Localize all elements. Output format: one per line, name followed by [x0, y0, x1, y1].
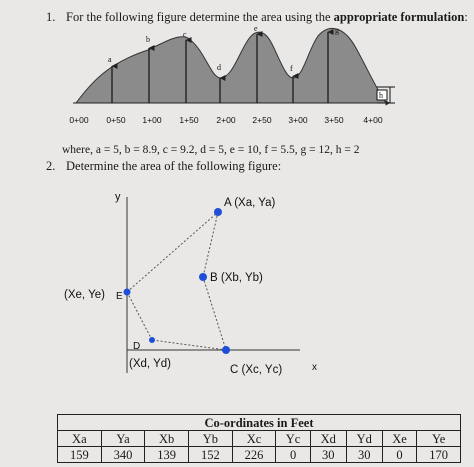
- question-1-end: :: [464, 10, 468, 24]
- edge-a-b: [203, 212, 218, 277]
- point-c-label: C (Xc, Yc): [230, 364, 283, 376]
- question-1-number: 1.: [46, 10, 56, 24]
- table-header: Xc: [232, 431, 276, 447]
- point-d: [149, 337, 155, 343]
- table-cell: 170: [417, 447, 461, 463]
- table-header: Ya: [101, 431, 145, 447]
- station-7: 3+50: [324, 115, 344, 125]
- point-d-label: (Xd, Yd): [129, 358, 171, 370]
- point-b-label: B (Xb, Yb): [210, 272, 263, 284]
- station-8: 4+00: [363, 115, 383, 125]
- table-header: Ye: [417, 431, 461, 447]
- table-row: [58, 447, 461, 463]
- point-e-letter: E: [116, 291, 123, 302]
- point-a-label: A (Xa, Ya): [224, 197, 276, 209]
- table-header: Yd: [346, 431, 382, 447]
- ordinate-label-h: h: [379, 91, 383, 100]
- question-1-bold: appropriate formulation: [333, 10, 465, 24]
- table-header: Yb: [189, 431, 233, 447]
- table-cell: 159: [58, 447, 102, 463]
- profile-area: [76, 28, 386, 103]
- table-cell: 30: [310, 447, 346, 463]
- table-cell: 152: [189, 447, 233, 463]
- edge-b-c: [203, 277, 226, 350]
- question-1-text: For the following figure determine the area using the: [66, 10, 331, 24]
- station-1: 0+50: [106, 115, 126, 125]
- coordinate-plot: [64, 191, 317, 376]
- table-cell: 0: [382, 447, 416, 463]
- table-cell: 0: [276, 447, 310, 463]
- table-cell: 30: [346, 447, 382, 463]
- point-e: [124, 289, 131, 296]
- ordinate-label-d: d: [217, 63, 221, 72]
- table-header: Xe: [382, 431, 416, 447]
- ordinate-label-c: c: [183, 30, 187, 39]
- question-2: [46, 159, 281, 174]
- point-d-letter: D: [133, 341, 141, 352]
- question-2-number: 2.: [46, 159, 56, 173]
- station-5: 2+50: [252, 115, 272, 125]
- ordinate-label-g: g: [335, 26, 339, 35]
- where-values: where, a = 5, b = 8.9, c = 9.2, d = 5, e = 10, f = 5.5, g = 12, h = 2: [62, 144, 360, 156]
- ordinate-label-e: e: [254, 24, 258, 33]
- y-axis-label: y: [115, 191, 121, 203]
- edge-c-d: [152, 340, 226, 350]
- ordinate-label-b: b: [146, 35, 150, 44]
- x-axis-label: x: [312, 362, 317, 373]
- table-cell: 340: [101, 447, 145, 463]
- table-header: Xd: [310, 431, 346, 447]
- point-a: [214, 208, 222, 216]
- station-3: 1+50: [179, 115, 199, 125]
- coordinates-table: [57, 414, 461, 463]
- point-b: [199, 273, 207, 281]
- profile-figure: [69, 24, 395, 125]
- table-cell: 226: [232, 447, 276, 463]
- point-e-label: (Xe, Ye): [64, 289, 105, 301]
- station-0: 0+00: [69, 115, 89, 125]
- table-header: Yc: [276, 431, 310, 447]
- point-c: [222, 346, 230, 354]
- question-2-text: Determine the area of the following figure:: [66, 159, 282, 173]
- table-cell: 139: [145, 447, 189, 463]
- station-6: 3+00: [288, 115, 308, 125]
- table-header-row: [58, 431, 461, 447]
- station-4: 2+00: [216, 115, 236, 125]
- station-2: 1+00: [142, 115, 162, 125]
- ordinate-label-a: a: [108, 55, 112, 64]
- table-header: Xa: [58, 431, 102, 447]
- table-title-row: [58, 415, 461, 431]
- table-header: Xb: [145, 431, 189, 447]
- table-title: Co-ordinates in Feet: [58, 415, 461, 431]
- ordinate-label-f: f: [290, 64, 293, 73]
- edge-d-e: [127, 292, 152, 340]
